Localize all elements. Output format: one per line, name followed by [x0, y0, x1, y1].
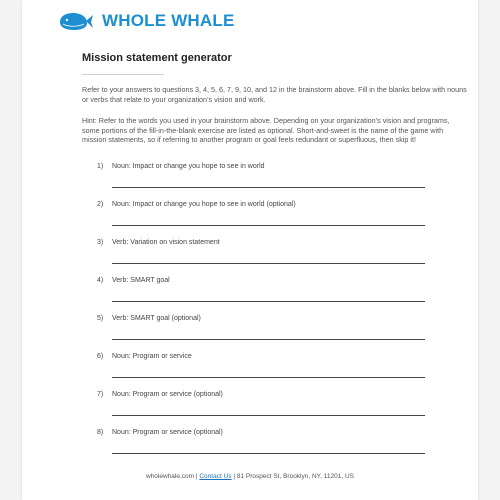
footer-site: wholewhale.com: [145, 473, 195, 480]
answer-blank-line[interactable]: [112, 187, 425, 188]
item-text: Verb: SMART goal (optional): [112, 315, 201, 322]
whale-icon: [58, 10, 94, 32]
intro-paragraph: Refer to your answers to questions 3, 4, 5, 6, 7, 9, 10, and 12 in the brainstorm above. Fill in the blanks below with nouns or verbs that relate to your organization’s vision and work.: [82, 85, 467, 104]
item-label: [97, 353, 192, 360]
brand-name: WHOLE WHALE: [102, 11, 235, 30]
item-label: [97, 239, 220, 246]
item-label: [97, 429, 223, 436]
footer-separator: |: [231, 473, 237, 480]
document-page: [22, 0, 478, 500]
contact-us-link[interactable]: Contact Us: [199, 473, 232, 480]
title-divider: [82, 74, 164, 75]
answer-blank-line[interactable]: [112, 453, 425, 454]
item-text: Noun: Impact or change you hope to see in world (optional): [112, 201, 296, 208]
answer-blank-line[interactable]: [112, 339, 425, 340]
item-text: Verb: Variation on vision statement: [112, 239, 220, 246]
item-label: [97, 391, 223, 398]
item-text: Verb: SMART goal: [112, 277, 170, 284]
item-number: 6): [97, 353, 104, 360]
item-label: [97, 163, 265, 170]
answer-blank-line[interactable]: [112, 415, 425, 416]
item-label: [97, 277, 170, 284]
footer-separator: |: [194, 473, 200, 480]
item-number: 5): [97, 315, 104, 322]
item-number: 1): [97, 163, 104, 170]
item-text: Noun: Program or service: [112, 353, 192, 360]
footer-address: 81 Prospect St, Brooklyn, NY, 11201, US: [236, 473, 355, 480]
footer: [22, 473, 478, 480]
item-text: Noun: Program or service (optional): [112, 429, 223, 436]
answer-blank-line[interactable]: [112, 263, 425, 264]
item-label: [97, 315, 201, 322]
item-number: 3): [97, 239, 104, 246]
item-text: Noun: Program or service (optional): [112, 391, 223, 398]
item-number: 2): [97, 201, 104, 208]
item-number: 4): [97, 277, 104, 284]
item-label: [97, 201, 296, 208]
item-text: Noun: Impact or change you hope to see in world: [112, 163, 265, 170]
page-title: Mission statement generator: [82, 52, 232, 64]
answer-blank-line[interactable]: [112, 225, 425, 226]
answer-blank-line[interactable]: [112, 301, 425, 302]
answer-blank-line[interactable]: [112, 377, 425, 378]
hint-paragraph: Hint: Refer to the words you used in your brainstorm above. Depending on your organization’s vision and programs, some portions of the fill-in-the-blank exercise are listed as optional. Short-and-sweet is the name of the game with mission statements, so if referring to another program or goal feels redundant or superfluous, then skip it!: [82, 116, 450, 145]
brand-logo: [58, 8, 235, 34]
item-number: 8): [97, 429, 104, 436]
item-number: 7): [97, 391, 104, 398]
